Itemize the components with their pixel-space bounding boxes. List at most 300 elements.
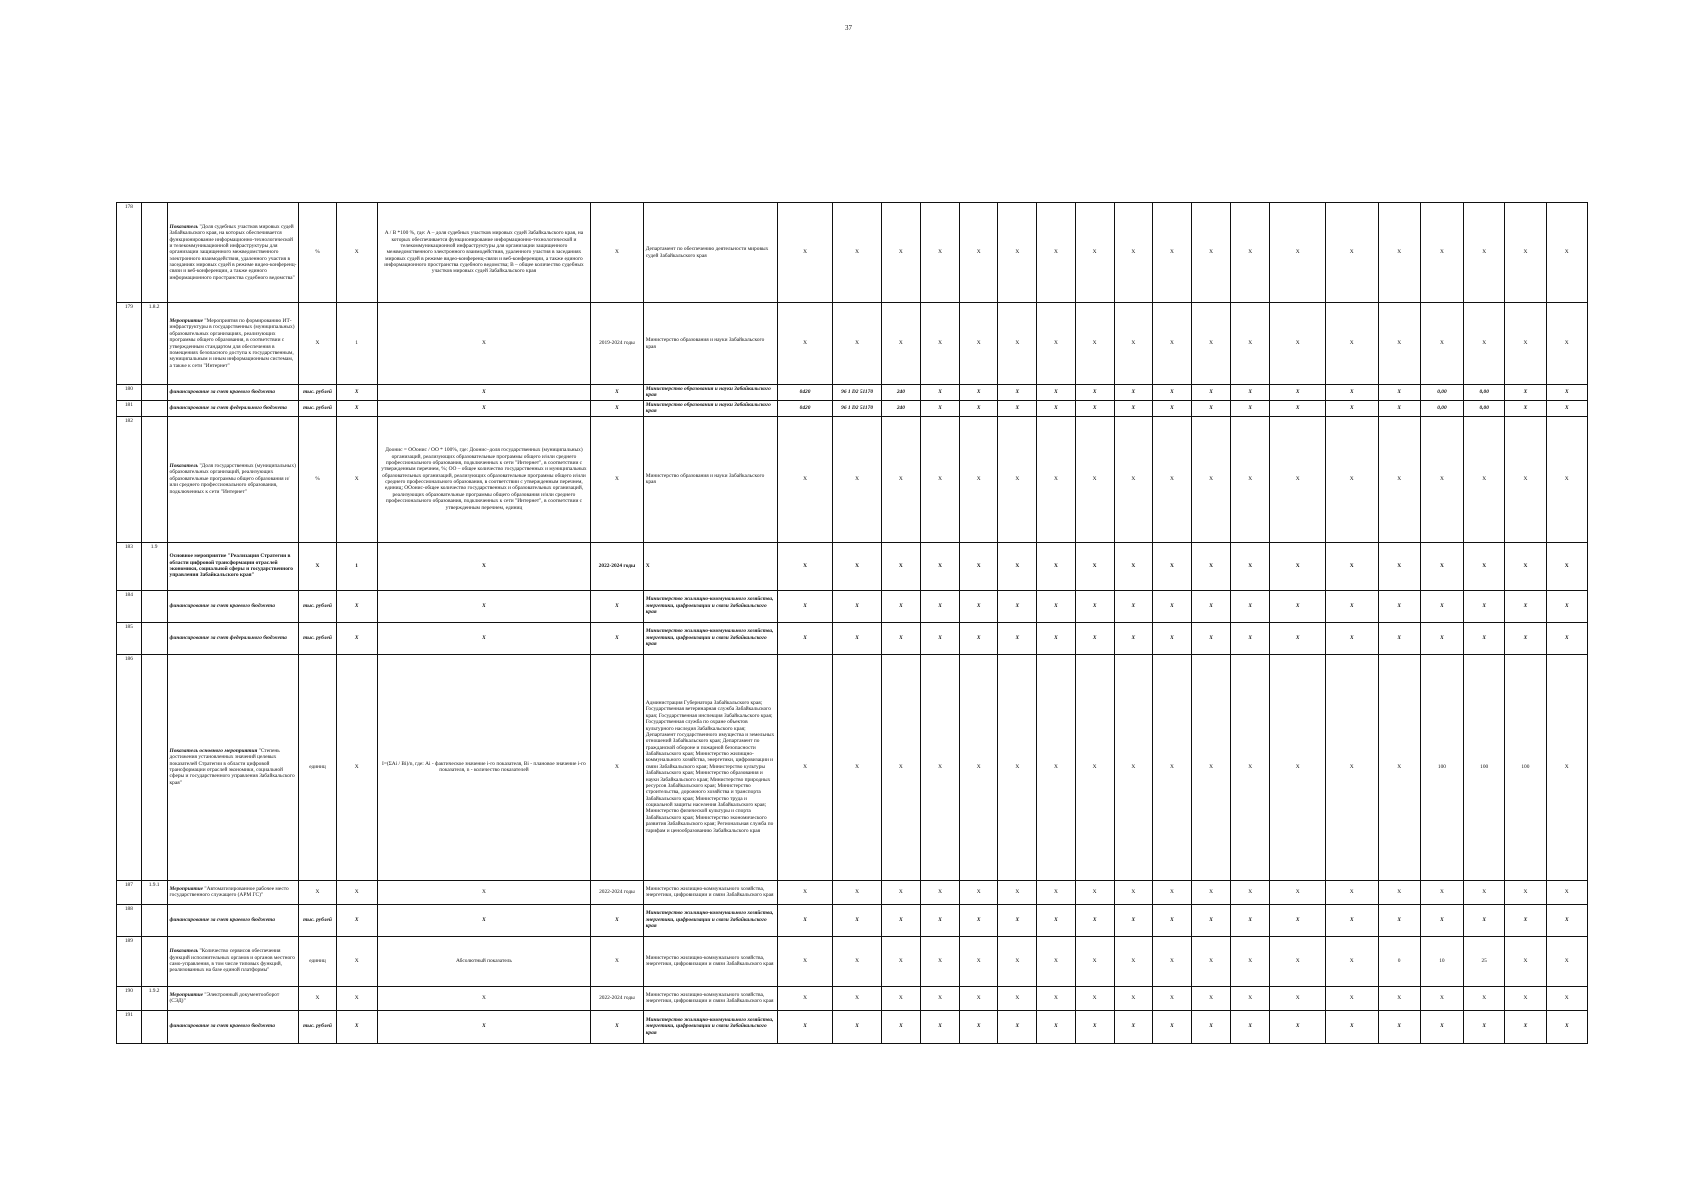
value-cell: 25 — [1464, 936, 1505, 986]
value-cell: 96 1 D2 51170 — [833, 400, 881, 416]
value-cell: X — [1420, 1010, 1463, 1043]
name-text: "Доля судебных участков мировых судей Забайкальского края, на которых обеспечивается функционирование информационно-технологической и телекоммуникационной инфраструктуры для организации защищенного межведомственного электронного взаимодействия, удаленного участия в заседаниях мировых судей в режиме видео-конференц-связи и веб-конференции, а также единого информационного пространства судебного ведомства" — [169, 223, 297, 281]
value-cell: X — [1378, 1010, 1420, 1043]
value-cell: X — [1270, 203, 1326, 303]
value-cell: X — [1037, 622, 1075, 654]
value-cell: X — [1464, 303, 1505, 385]
value-cell: X — [960, 654, 998, 880]
value-cell: X — [1192, 542, 1231, 590]
row-number-cell: 188 — [117, 904, 142, 936]
value-cell: X — [1378, 416, 1420, 542]
period-cell: X — [591, 1010, 644, 1043]
name-cell — [167, 880, 299, 904]
name-text: "Автоматизированное рабочее место государственного служащего (АРМ ГС)" — [169, 885, 289, 898]
name-text: "Мероприятия по формированию ИТ-инфраструктуры в государственных (муниципальных) образовательных организациях, реализующих программы общего образования, в соответствии с утвержденным стандартом для обеспечения в помещениях безопасного доступа к государственным, муниципальным и иным информационным системам, а также к сети "Интернет" — [169, 318, 295, 369]
value-cell: X — [960, 622, 998, 654]
value-cell: X — [881, 904, 920, 936]
measure-cell: X — [336, 1010, 377, 1043]
value-cell: X — [1325, 590, 1378, 622]
value-cell: X — [998, 880, 1037, 904]
value-cell: X — [1546, 542, 1588, 590]
unit-cell: X — [299, 986, 336, 1010]
unit-cell: тыс. рублей — [299, 904, 336, 936]
unit-cell: тыс. рублей — [299, 622, 336, 654]
value-cell: X — [1546, 385, 1588, 401]
value-cell: X — [1378, 654, 1420, 880]
name-cell — [167, 416, 299, 542]
value-cell: X — [960, 1010, 998, 1043]
table-row — [117, 986, 1588, 1010]
value-cell: X — [1464, 880, 1505, 904]
period-cell: X — [591, 203, 644, 303]
row-number-cell: 179 — [117, 303, 142, 385]
name-cell — [167, 542, 299, 590]
value-cell: X — [833, 416, 881, 542]
value-cell: X — [833, 590, 881, 622]
value-cell: X — [998, 400, 1037, 416]
name-text: финансирование за счет краевого бюджета — [169, 389, 275, 396]
value-cell: X — [833, 986, 881, 1010]
value-cell: X — [1325, 1010, 1378, 1043]
value-cell: X — [1505, 590, 1546, 622]
measure-cell: X — [336, 904, 377, 936]
value-cell: X — [1075, 936, 1114, 986]
value-cell: X — [881, 622, 920, 654]
table-row — [117, 203, 1588, 303]
value-cell: X — [1325, 400, 1378, 416]
value-cell: X — [998, 203, 1037, 303]
formula-cell: X — [377, 622, 590, 654]
value-cell: X — [1378, 303, 1420, 385]
value-cell: X — [1075, 904, 1114, 936]
value-cell: X — [1325, 936, 1378, 986]
unit-cell: X — [299, 542, 336, 590]
unit-cell: X — [299, 303, 336, 385]
table-row — [117, 904, 1588, 936]
name-cell — [167, 1010, 299, 1043]
name-text: "Количество сервисов обеспечения функций исполнительных органов и органов местного само-управления, в том числе типовых функций, реализованных на базе единой платформы" — [169, 948, 295, 974]
name-cell — [167, 936, 299, 986]
value-cell: X — [1420, 203, 1463, 303]
period-cell: X — [591, 400, 644, 416]
value-cell: X — [777, 203, 833, 303]
value-cell: X — [1505, 385, 1546, 401]
value-cell: X — [1037, 416, 1075, 542]
value-cell: X — [777, 542, 833, 590]
name-cell — [167, 622, 299, 654]
value-cell: X — [1152, 904, 1191, 936]
name-text: "Доля государственных (муниципальных) образовательных организаций, реализующих образовательные программы общего образования и/или среднего профессионального образования, подключенных к сети "Интернет" — [169, 463, 296, 495]
period-cell: X — [591, 385, 644, 401]
value-cell: X — [1114, 203, 1152, 303]
measure-cell: X — [336, 880, 377, 904]
row-number-cell: 178 — [117, 203, 142, 303]
name-label: Мероприятие — [169, 885, 204, 892]
code-cell — [141, 416, 167, 542]
value-cell: X — [1420, 622, 1463, 654]
name-text: финансирование за счет федерального бюджета — [169, 404, 287, 411]
value-cell: X — [920, 986, 959, 1010]
executor-cell: Министерство жилищно-коммунального хозяйства, энергетики, цифровизации и связи Забайкальского края — [643, 880, 777, 904]
value-cell: X — [833, 654, 881, 880]
value-cell: X — [1114, 400, 1152, 416]
name-label: Показатель — [169, 463, 199, 470]
value-cell: X — [833, 303, 881, 385]
value-cell: X — [1192, 904, 1231, 936]
value-cell: X — [1546, 936, 1588, 986]
table-row — [117, 400, 1588, 416]
value-cell: X — [833, 622, 881, 654]
code-cell — [141, 904, 167, 936]
value-cell: X — [1192, 622, 1231, 654]
code-cell — [141, 654, 167, 880]
value-cell: X — [1546, 400, 1588, 416]
value-cell: X — [960, 904, 998, 936]
value-cell: X — [777, 986, 833, 1010]
value-cell: X — [920, 400, 959, 416]
executor-cell: Администрация Губернатора Забайкальского края; Государственная ветеринарная служба Забайкальского края; Государственная инспекция Забайкальского края; Государственная служба по охране объектов культурного наследия Забайкальского края; Департамент государственного имущества и земельных отношений Забайкальского края; Департамент по гражданской обороне и пожарной безопасности Забайкальского края; Министерство жилищно-коммунального хозяйства, энергетики, цифровизации и связи Забайкальского края; Министерство культуры Забайкальского края; Министерство образования и науки Забайкальского края; Министерство природных ресурсов Забайкальского края; Министерство строительства, дорожного хозяйства и транспорта Забайкальского края; Министерство труда и социальной защиты населения Забайкальского края; Министерство физической культуры и спорта Забайкальского края; Министерство экономического развития Забайкальского края; Региональная служба по тарифам и ценообразованию Забайкальского края — [643, 654, 777, 880]
executor-cell: Министерство жилищно-коммунального хозяйства, энергетики, цифровизации и связи Забайкальского края — [643, 622, 777, 654]
value-cell: X — [881, 303, 920, 385]
value-cell: X — [777, 904, 833, 936]
value-cell: X — [1325, 904, 1378, 936]
value-cell: X — [1420, 880, 1463, 904]
formula-cell: X — [377, 1010, 590, 1043]
name-text: Основное мероприятие "Реализация Стратегии в области цифровой трансформации отраслей экономики, социальной сферы и государственного управления Забайкальского края" — [169, 553, 293, 579]
value-cell: X — [833, 904, 881, 936]
value-cell: X — [1075, 590, 1114, 622]
code-cell: 1.9.2 — [141, 986, 167, 1010]
value-cell: X — [1231, 936, 1270, 986]
name-text: финансирование за счет федерального бюджета — [169, 634, 287, 641]
name-label: Показатель основного мероприятия — [169, 747, 258, 754]
value-cell: X — [881, 590, 920, 622]
value-cell: X — [1464, 590, 1505, 622]
value-cell: X — [1270, 385, 1326, 401]
value-cell: X — [1231, 654, 1270, 880]
measure-cell: 1 — [336, 542, 377, 590]
measure-cell: X — [336, 654, 377, 880]
period-cell: X — [591, 622, 644, 654]
executor-cell: Министерство жилищно-коммунального хозяйства, энергетики, цифровизации и связи Забайкальского края — [643, 936, 777, 986]
value-cell: X — [1152, 622, 1191, 654]
unit-cell: X — [299, 880, 336, 904]
value-cell: X — [881, 1010, 920, 1043]
value-cell: X — [1037, 654, 1075, 880]
value-cell: X — [1546, 880, 1588, 904]
value-cell: X — [1037, 986, 1075, 1010]
name-text: "Электронный документооборот (СЭД)" — [169, 991, 280, 1004]
value-cell: X — [1325, 542, 1378, 590]
value-cell: X — [1075, 880, 1114, 904]
value-cell: X — [1037, 590, 1075, 622]
row-number-cell: 182 — [117, 416, 142, 542]
value-cell: X — [1546, 416, 1588, 542]
value-cell: X — [1152, 542, 1191, 590]
value-cell: X — [1037, 542, 1075, 590]
executor-cell: Министерство жилищно-коммунального хозяйства, энергетики, цифровизации и связи Забайкальского края — [643, 904, 777, 936]
executor-cell: Министерство образования и науки Забайкальского края — [643, 400, 777, 416]
value-cell: X — [998, 416, 1037, 542]
unit-cell: тыс. рублей — [299, 590, 336, 622]
value-cell: X — [1114, 622, 1152, 654]
measure-cell: X — [336, 203, 377, 303]
value-cell: X — [1546, 904, 1588, 936]
value-cell: X — [1152, 385, 1191, 401]
value-cell: X — [777, 303, 833, 385]
value-cell: X — [1152, 986, 1191, 1010]
value-cell: X — [1546, 654, 1588, 880]
value-cell: X — [920, 203, 959, 303]
value-cell: X — [1192, 590, 1231, 622]
code-cell — [141, 936, 167, 986]
value-cell: X — [1378, 590, 1420, 622]
value-cell: X — [1325, 385, 1378, 401]
value-cell: X — [1075, 622, 1114, 654]
value-cell: X — [1546, 1010, 1588, 1043]
value-cell: X — [1464, 622, 1505, 654]
row-number-cell: 187 — [117, 880, 142, 904]
period-cell: 2022-2024 годы — [591, 986, 644, 1010]
value-cell: X — [1152, 303, 1191, 385]
value-cell: X — [1114, 542, 1152, 590]
value-cell: 0,00 — [1420, 385, 1463, 401]
name-text: финансирование за счет краевого бюджета — [169, 1023, 275, 1030]
value-cell: X — [1546, 203, 1588, 303]
value-cell: X — [1325, 654, 1378, 880]
value-cell: X — [1075, 203, 1114, 303]
value-cell: X — [1114, 880, 1152, 904]
value-cell: X — [920, 385, 959, 401]
name-label: Показатель — [169, 223, 199, 230]
table-row — [117, 385, 1588, 401]
value-cell: X — [1378, 400, 1420, 416]
value-cell: X — [1378, 986, 1420, 1010]
value-cell: X — [1270, 542, 1326, 590]
value-cell: X — [1231, 400, 1270, 416]
value-cell: X — [1037, 936, 1075, 986]
name-cell — [167, 303, 299, 385]
table-row — [117, 654, 1588, 880]
row-number-cell: 181 — [117, 400, 142, 416]
value-cell: X — [1420, 986, 1463, 1010]
value-cell: X — [1505, 203, 1546, 303]
value-cell: 0,00 — [1464, 400, 1505, 416]
value-cell: X — [1505, 986, 1546, 1010]
formula-cell: X — [377, 986, 590, 1010]
formula-cell: X — [377, 303, 590, 385]
unit-cell: тыс. рублей — [299, 400, 336, 416]
value-cell: X — [1231, 303, 1270, 385]
table-row — [117, 880, 1588, 904]
value-cell: X — [1114, 986, 1152, 1010]
code-cell: 1.9 — [141, 542, 167, 590]
value-cell: X — [833, 542, 881, 590]
value-cell: X — [777, 590, 833, 622]
value-cell: X — [1231, 590, 1270, 622]
value-cell: X — [998, 622, 1037, 654]
row-number-cell: 180 — [117, 385, 142, 401]
period-cell: X — [591, 654, 644, 880]
value-cell: X — [1231, 880, 1270, 904]
code-cell — [141, 203, 167, 303]
value-cell: X — [1325, 416, 1378, 542]
value-cell: X — [1231, 385, 1270, 401]
value-cell: X — [881, 542, 920, 590]
value-cell: X — [1378, 904, 1420, 936]
value-cell: X — [1152, 1010, 1191, 1043]
value-cell: X — [1505, 542, 1546, 590]
row-number-cell: 191 — [117, 1010, 142, 1043]
value-cell: X — [1192, 1010, 1231, 1043]
code-cell — [141, 622, 167, 654]
value-cell: X — [920, 542, 959, 590]
code-cell — [141, 1010, 167, 1043]
value-cell: X — [1325, 203, 1378, 303]
formula-cell: X — [377, 400, 590, 416]
unit-cell: % — [299, 203, 336, 303]
value-cell: X — [1037, 303, 1075, 385]
value-cell: X — [1114, 654, 1152, 880]
name-label: Показатель — [169, 948, 199, 955]
measure-cell: X — [336, 936, 377, 986]
value-cell: X — [1505, 880, 1546, 904]
formula-cell: Абсолютный показатель — [377, 936, 590, 986]
measure-cell: X — [336, 385, 377, 401]
value-cell: X — [1420, 590, 1463, 622]
value-cell: X — [1325, 303, 1378, 385]
value-cell: X — [777, 654, 833, 880]
period-cell: 2022-2024 годы — [591, 542, 644, 590]
value-cell: X — [1192, 986, 1231, 1010]
value-cell: X — [1152, 590, 1191, 622]
value-cell: X — [881, 880, 920, 904]
unit-cell: тыс. рублей — [299, 385, 336, 401]
value-cell: X — [1152, 936, 1191, 986]
value-cell: X — [777, 880, 833, 904]
executor-cell: Министерство образования и науки Забайкальского края — [643, 416, 777, 542]
value-cell: 100 — [1505, 654, 1546, 880]
value-cell: X — [920, 904, 959, 936]
executor-cell: Министерство жилищно-коммунального хозяйства, энергетики, цифровизации и связи Забайкальского края — [643, 1010, 777, 1043]
unit-cell: единиц — [299, 936, 336, 986]
value-cell: X — [960, 590, 998, 622]
value-cell: X — [881, 986, 920, 1010]
value-cell: X — [833, 1010, 881, 1043]
name-cell — [167, 203, 299, 303]
value-cell: X — [833, 880, 881, 904]
value-cell: X — [777, 416, 833, 542]
value-cell: X — [1231, 542, 1270, 590]
value-cell: X — [1270, 590, 1326, 622]
value-cell: X — [1192, 416, 1231, 542]
value-cell: X — [1075, 986, 1114, 1010]
executor-cell: Министерство жилищно-коммунального хозяйства, энергетики, цифровизации и связи Забайкальского края — [643, 590, 777, 622]
value-cell: X — [1231, 416, 1270, 542]
table-row — [117, 590, 1588, 622]
value-cell: X — [920, 590, 959, 622]
value-cell: 240 — [881, 400, 920, 416]
value-cell: 0420 — [777, 400, 833, 416]
value-cell: X — [1505, 303, 1546, 385]
name-label: Мероприятие — [169, 318, 204, 324]
formula-cell: X — [377, 542, 590, 590]
value-cell: X — [1114, 385, 1152, 401]
value-cell: X — [1464, 542, 1505, 590]
value-cell: X — [1114, 303, 1152, 385]
row-number-cell: 186 — [117, 654, 142, 880]
value-cell: X — [1152, 416, 1191, 542]
period-cell: X — [591, 936, 644, 986]
value-cell: X — [777, 936, 833, 986]
value-cell: X — [998, 654, 1037, 880]
value-cell: X — [1378, 622, 1420, 654]
value-cell: X — [998, 904, 1037, 936]
value-cell: X — [1420, 303, 1463, 385]
value-cell: X — [1075, 303, 1114, 385]
value-cell: X — [1192, 203, 1231, 303]
value-cell: X — [1378, 385, 1420, 401]
period-cell: 2019-2024 годы — [591, 303, 644, 385]
value-cell: X — [1505, 936, 1546, 986]
value-cell: X — [1114, 1010, 1152, 1043]
period-cell: X — [591, 904, 644, 936]
name-text: финансирование за счет краевого бюджета — [169, 602, 275, 609]
value-cell: X — [1037, 400, 1075, 416]
value-cell: X — [920, 622, 959, 654]
value-cell: X — [1270, 880, 1326, 904]
value-cell: X — [998, 542, 1037, 590]
period-cell: X — [591, 590, 644, 622]
value-cell: X — [960, 936, 998, 986]
formula-cell: Доонис = ООонис / ОО * 100%, где: Доонис–доля государственных (муниципальных) организаций, реализующих образовательные программы общего и/или среднего профессионального образования, подключенных к сети "Интернет", в соответствии с утвержденным перечнем, %; ОО – общее количество государственных и муниципальных образовательных организаций, реализующих образовательные программы общего и/или среднего профессионального образования, в соответствии с утвержденным перечнем, единиц; ООонис-общее количество государственных и образовательных организаций, реализующих образовательные программы общего образования и/или среднего профессионального образования, подключенных к сети "Интернет", в соответствии с утвержденным перечнем, единиц — [377, 416, 590, 542]
unit-cell: тыс. рублей — [299, 1010, 336, 1043]
unit-cell: единиц — [299, 654, 336, 880]
value-cell: X — [960, 303, 998, 385]
name-cell — [167, 385, 299, 401]
measure-cell: X — [336, 400, 377, 416]
value-cell: X — [1231, 986, 1270, 1010]
value-cell: X — [998, 1010, 1037, 1043]
value-cell: X — [833, 203, 881, 303]
value-cell: 0420 — [777, 385, 833, 401]
value-cell: X — [1546, 986, 1588, 1010]
value-cell: X — [1378, 203, 1420, 303]
value-cell: X — [1505, 1010, 1546, 1043]
value-cell: X — [960, 416, 998, 542]
value-cell: X — [1270, 416, 1326, 542]
code-cell — [141, 400, 167, 416]
table-row — [117, 936, 1588, 986]
measure-cell: X — [336, 416, 377, 542]
value-cell: X — [1505, 622, 1546, 654]
value-cell: X — [998, 385, 1037, 401]
value-cell: X — [1231, 203, 1270, 303]
value-cell: X — [1075, 542, 1114, 590]
row-number-cell: 184 — [117, 590, 142, 622]
formula-cell: X — [377, 590, 590, 622]
value-cell: X — [1464, 416, 1505, 542]
value-cell: X — [1152, 654, 1191, 880]
value-cell: X — [1037, 1010, 1075, 1043]
formula-cell: X — [377, 385, 590, 401]
value-cell: X — [1114, 936, 1152, 986]
value-cell: X — [1114, 590, 1152, 622]
table-row — [117, 542, 1588, 590]
unit-cell: % — [299, 416, 336, 542]
table-row — [117, 1010, 1588, 1043]
value-cell: X — [1325, 880, 1378, 904]
